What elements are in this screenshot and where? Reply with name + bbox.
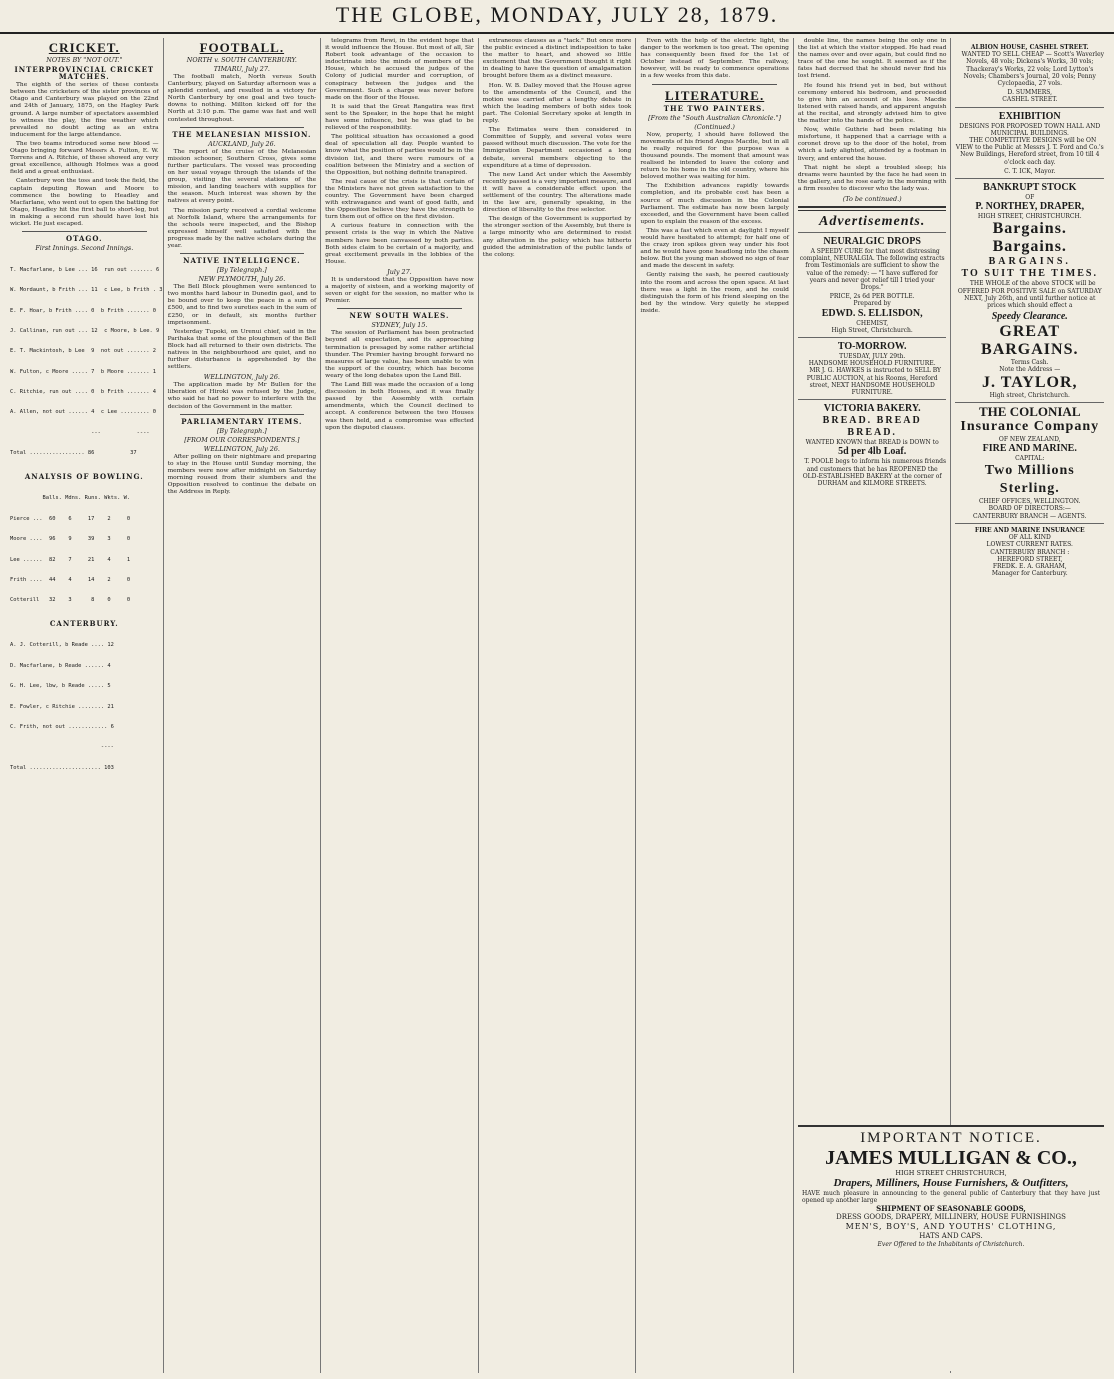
column-nsw-continued — [479, 38, 637, 1373]
insurance-capital: CAPITAL: — [1015, 455, 1045, 463]
mulligan-notice: IMPORTANT NOTICE. — [860, 1130, 1042, 1146]
continued-note: (Continued.) — [694, 122, 735, 131]
exhibition-title: EXHIBITION — [998, 110, 1061, 122]
fire-marine-ad — [955, 523, 1104, 577]
chemist-name: EDWD. S. ELLISDON, — [821, 307, 923, 319]
football-heading: FOOTBALL. — [199, 40, 285, 55]
insurance-sub: OF NEW ZEALAND, — [998, 435, 1061, 443]
telegraph-note: [By Telegraph.] — [216, 266, 267, 275]
native-para-3: The application made by Mr Bullen for the liberation of Hiroki was refused by the Judge, who said he had no power to interfere with the decision of the Government in the matter. — [167, 382, 317, 410]
score-line: Total ...................... 103 — [10, 764, 114, 771]
mulligan-trade: Drapers, Milliners, House Furnishers, & Outfitters, — [833, 1177, 1069, 1189]
score-line: W. Fulton, c Moore ..... 7 b Moore ....... 1 — [10, 368, 157, 375]
score-line: E. Fowler, c Ritchie ........ 21 — [10, 703, 114, 710]
exhibition-para: Even with the help of the electric light, the danger to the workmen is too great. The opening has consequently been fixed for the 1st of October instead of September. The railway, however, will be ready to commence operations in a few weeks from this date. — [640, 38, 789, 80]
bargains-banner: Bargains. Bargains. — [992, 220, 1067, 256]
albion-ad — [955, 41, 1104, 104]
suit-times: TO SUIT THE TIMES. — [961, 268, 1098, 280]
insurance-amount: Two Millions Sterling. — [984, 463, 1075, 497]
native-para-2: Yesterday Tupoki, on Urenui chief, said in the Parihaka that some of the ploughmen of the Bell Block had all returned to their own districts. The natives in the neighbourhood are quiet, and no further disturbance is apprehended by the settlers. — [167, 328, 317, 371]
story-source: [From the "South Australian Chronicle."] — [648, 113, 782, 122]
dateline: July 27. — [387, 267, 412, 276]
analysis-line: Frith .... 44 4 14 2 0 — [10, 576, 131, 583]
taylor-name: J. TAYLOR, — [982, 373, 1078, 391]
exhibition-sub: DESIGNS FOR PROPOSED TOWN HALL AND MUNICIPAL BUILDINGS. — [959, 122, 1101, 137]
advertisements-heading: Advertisements. — [818, 213, 926, 229]
nsw-para-3: extraneous clauses as a "tack." But once more the public evinced a distinct indisposition to take the matter to heart, and showed so little excitement that the Government thought it right in dealing to have the question of amalgamation brought before them as a distinct measure. — [482, 38, 632, 80]
cricket-para-1: The eighth of the series of these contests between the cricketers of the sister provinces of Otago and Canterbury was played on the 22nd and 24th of January, 1875, on the Hagley Park ground. A large number of spectators assembled to witness the play, the fine weather which prevailed no doubt acting as an extra inducement for the large attendance. — [10, 82, 159, 138]
fire-marine-sub: OF ALL KIND — [1008, 534, 1051, 542]
bankrupt-name: P. NORTHEY, DRAPER, — [975, 201, 1085, 213]
neuralgic-ad — [798, 232, 947, 334]
innings-subhead: First Innings. Second Innings. — [35, 244, 134, 253]
analysis-line: Pierce ... 60 6 17 2 0 — [10, 515, 131, 522]
neuralgic-title: NEURALGIC DROPS — [823, 235, 921, 247]
story-para-5: double line, the names being the only one in the list at which the visitor stopped. He had read the names over and over again, but could find no trace of the one he sought. It seemed as if the fates had decreed that he should never find his lost friend. — [797, 38, 947, 80]
parliament-heading: PARLIAMENTARY ITEMS. — [181, 416, 303, 426]
lowest-rates: LOWEST CURRENT RATES. — [986, 541, 1073, 549]
score-line: J. Callinan, run out ... 12 c Moore, b Lee. 9 — [10, 327, 160, 334]
score-line: C. Frith, not out ............ 6 — [10, 723, 114, 730]
manager-role: Manager for Canterbury. — [991, 570, 1068, 578]
bankrupt-ad — [955, 178, 1104, 399]
native-para-1: The Bell Block ploughmen were sentenced to two months hard labour in Dunedin gaol, and to be bound over to keep the peace in a sum of £500, and to find two sureties each in the sum of £250, or in default, six months further imprisonment. — [167, 284, 317, 326]
bakery-title: VICTORIA BAKERY. — [823, 403, 921, 415]
score-line: C. Ritchie, run out .... 0 b Frith ....... 4 — [10, 389, 157, 396]
neuralgic-price: PRICE, 2s 6d PER BOTTLE. — [829, 293, 915, 301]
score-line: D. Macfarlane, b Reade ...... 4 — [10, 662, 111, 669]
melanesian-heading: THE MELANESIAN MISSION. — [172, 129, 312, 139]
cricket-section: INTERPROVINCIAL CRICKET MATCHES. — [14, 65, 155, 82]
correspondent-note: [FROM OUR CORRESPONDENTS.] — [184, 435, 300, 444]
bankrupt-text: THE WHOLE of the above STOCK will be OFFERED FOR POSITIVE SALE on SATURDAY NEXT, July 26th, and until further notice at prices which should effect a — [957, 280, 1102, 310]
score-line: E. F. Hoar, b Frith .... 0 b Frith ....... 0 — [10, 307, 157, 314]
story-para-2: The Exhibition advances rapidly towards completion, and its probable cost has been a source of much discussion in the Colonial Parliament. The estimate has now been largely exceeded, and the Government have been called upon to explain the reason of the excess. — [640, 183, 789, 225]
nsw-para-4: Hon. W. B. Dalley moved that the House agree to the amendments of the Council, and the motion was carried after a lengthy debate in which the leading members of both sides took part. The Colonial Secretary spoke at length in reply. — [482, 82, 632, 125]
score-line: A. Allen, not out ...... 4 c Lee ......... 0 — [10, 409, 157, 416]
great-bargains: GREAT BARGAINS. — [981, 323, 1079, 359]
score-line: A. J. Cotterill, b Reade .... 12 — [10, 642, 114, 649]
score-line: G. H. Lee, lbw, b Reade ..... 5 — [10, 683, 111, 690]
albion-text: WANTED TO SELL CHEAP — Scott's Waverley Novels, 48 vols; Dickens's Works, 30 vols; Thackeray's Works, 22 vols; Lord Lytton's Novels; Chambers's Journal, 20 vols; Penny Cyclopaedia, 27 vols. — [961, 51, 1105, 88]
story-para-8: That night he slept a troubled sleep; his dreams were haunted by the face he had seen in the gallery, and he rose early in the morning with a firm resolve to discover who the lady was. — [797, 164, 947, 192]
bankrupt-title: BANKRUPT STOCK — [983, 182, 1077, 194]
nsw-para-6: The new Land Act under which the Assembly recently passed is a very important measure, and it will have a considerable effect upon the settlement of the country. The alterations made in the law are, generally speaking, in the direction of liberality to the free selector. — [482, 171, 632, 214]
divider — [180, 127, 305, 128]
nsw-heading: NEW SOUTH WALES. — [349, 311, 450, 321]
divider — [652, 84, 777, 85]
analysis-title: ANALYSIS OF BOWLING. — [24, 471, 144, 481]
insurance-board: BOARD OF DIRECTORS:— — [988, 505, 1071, 513]
divider — [22, 231, 147, 232]
canterbury-branch: CANTERBURY BRANCH : — [990, 548, 1070, 556]
analysis-line: Moore .... 96 9 39 3 0 — [10, 536, 131, 543]
chemist-address: High Street, Christchurch. — [831, 326, 913, 334]
bargains-caps: BARGAINS. — [988, 256, 1071, 268]
mulligan-ad — [798, 1125, 1104, 1371]
manager-name: FREDK. E. A. GRAHAM, — [992, 562, 1067, 570]
exhibition-text: THE COMPETITIVE DESIGNS will be ON VIEW to the Public at Messrs J. T. Ford and Co.'s New Buildings, Hereford street, from 10 till 4 o'clock each day. — [955, 137, 1104, 166]
albion-title: ALBION HOUSE, CASHEL STREET. — [970, 44, 1089, 51]
nsw-para-5: The Estimates were then considered in Committee of Supply, and several votes were passed without much discussion. The vote for the Immigration Department occasioned a long debate, several members objecting to the expenditure at a time of depression. — [482, 127, 632, 169]
bowling-analysis — [10, 482, 159, 618]
score-line: E. T. Mackintosh, b Lee 9 not out ....... 2 — [10, 348, 157, 355]
canterbury-scorecard — [10, 629, 159, 785]
insurance-branch: CANTERBURY BRANCH — AGENTS. — [973, 512, 1087, 520]
dateline: AUCKLAND, July 26. — [208, 139, 276, 148]
masthead — [0, 0, 1114, 34]
cricket-subhead: NOTES BY "NOT OUT." — [46, 56, 123, 64]
mulligan-address: HIGH STREET CHRISTCHURCH, — [895, 1169, 1007, 1177]
bakery-foot: T. POOLE begs to inform his numerous friends and customers that he has REOPENED the OLD-ESTABLISHED BAKERY at the corner of DURHAM and KILMORE STREETS. — [802, 458, 947, 488]
fire-marine-title: FIRE AND MARINE INSURANCE — [974, 526, 1085, 534]
mulligan-firm: JAMES MULLIGAN & CO., — [825, 1147, 1077, 1169]
score-line: Total ................. 86 37 — [10, 450, 137, 457]
nsw-para-2: The Land Bill was made the occasion of a long discussion in both Houses, and it was finally passed by the Assembly with certain amendments, which the Council declined to accept. A conference between the two Houses was then held, and a compromise was effected upon the disputed clauses. — [325, 382, 474, 431]
divider — [798, 206, 947, 211]
insurance-title-2: Insurance Company — [960, 418, 1100, 434]
mulligan-foot: Ever Offered to the Inhabitants of Christchurch. — [877, 1241, 1025, 1249]
divider — [180, 414, 305, 415]
story-para-7: Now, while Guthrie had been relating his misfortune, it happened that a carriage with a coronet drove up to the door of the hotel, from which a lady alighted, attended by a footman in livery, and entered the house. — [797, 127, 947, 162]
column-football — [164, 38, 322, 1373]
exhibition-sign: C. T. ICK, Mayor. — [1004, 167, 1056, 175]
chemist-role: CHEMIST, — [856, 319, 889, 327]
politics-para-6: It is understood that the Opposition have now a majority of sixteen, and a working majority of seven or eight for the session, no matter who is Premier. — [325, 276, 474, 305]
note-address: Note the Address — — [999, 366, 1061, 374]
politics-para-4: The real cause of the crisis is that certain of the Ministers have not given satisfaction to the country. The Government have been charged with extravagance and want of good faith, and the Opposition believe they have the strength to turn them out of office on the first division. — [325, 178, 474, 221]
albion-address: CASHEL STREET. — [1002, 96, 1058, 104]
insurance-title-1: THE COLONIAL — [979, 403, 1081, 419]
politics-para-2: It is said that the Great Rangatira was first sent to the Speaker, in the hope that he might have some influence, but he was glad to be relieved of the responsibility. — [325, 103, 474, 132]
politics-para-1: telegrams from Rewi, in the evident hope that it would influence the House. But most of all, Sir Robert took advantage of the occasion to indoctrinate into the minds of members of the House, which he accused the judges of the Colony of judicial murder and corruption, of conspiracy between the judges and the Government. Such a charge was never before made on the floor of the House. — [325, 38, 474, 101]
score-line: T. Macfarlane, b Lee ... 16 run out ....... 6 — [10, 266, 160, 273]
parliament-para: After polling on their nightmare and preparing to stay in the House until Sunday morning, the members were now after midnight on Saturday morning roused from their slumbers and the Opposition resolved to continue the debate on the Address in Reply. — [167, 453, 317, 496]
dateline: WELLINGTON, July 26. — [203, 373, 280, 382]
divider — [337, 308, 462, 309]
dateline: WELLINGTON, July 26. — [203, 444, 280, 453]
dateline: NEW PLYMOUTH, July 26. — [198, 275, 286, 284]
canterbury-title: CANTERBURY. — [49, 618, 119, 628]
analysis-line: Balls. Mdns. Runs. Wkts. W. — [10, 495, 131, 502]
cricket-heading: CRICKET. — [48, 40, 120, 55]
auction-title: TO-MORROW. — [837, 341, 907, 352]
score-line: --- ---- — [10, 429, 150, 436]
mulligan-hats: HATS AND CAPS. — [919, 1232, 983, 1241]
story-para-3: This was a fast which even at daylight I myself would have hesitated to attempt; for half one of the crazy iron spikes given way under his foot and he would have gone headlong into the chasm below. But the young man showed no sign of fear and made the descent in safety. — [640, 227, 789, 270]
column-literature — [636, 38, 794, 1373]
auction-date: TUESDAY, JULY 29th. — [839, 353, 906, 360]
nsw-para-7: The design of the Government is supported by the stronger section of the Assembly, but there is a large minority who are determined to resist any alteration in the policy which has hitherto guided the administration of the public lands of the colony. — [482, 216, 632, 258]
to-be-continued: (To be continued.) — [842, 194, 902, 203]
bankrupt-of: OF — [1025, 194, 1035, 202]
taylor-address: High street, Christchurch. — [989, 391, 1070, 399]
mulligan-shipment: SHIPMENT OF SEASONABLE GOODS, — [876, 1204, 1026, 1214]
score-line: ---- — [10, 744, 114, 751]
bakery-ad — [798, 399, 947, 487]
bakery-bread: BREAD. BREAD BREAD. — [822, 415, 922, 439]
branch-address: HEREFORD STREET, — [997, 555, 1063, 563]
football-subhead: NORTH v. SOUTH CANTERBURY. — [186, 56, 297, 64]
speedy-clearance: Speedy Clearance. — [991, 311, 1068, 323]
terms-cash: Terms Cash. — [1010, 359, 1049, 367]
analysis-line: Cotterill 32 3 8 0 0 — [10, 597, 131, 604]
column-politics — [321, 38, 479, 1373]
nsw-para-1: The session of Parliament has been protracted beyond all expectation, and its approaching termination is presaged by some rather artificial thunder. The Premier having brought forward no measures of large value, has been unable to win the support of the country, which has become weary of the long debates upon the Land Bill. — [325, 330, 474, 379]
auction-line: HANDSOME HOUSEHOLD FURNITURE. — [808, 360, 936, 368]
story-title: THE TWO PAINTERS. — [663, 103, 766, 113]
dateline: TIMARU, July 27. — [213, 65, 270, 73]
mulligan-goods: DRESS GOODS, DRAPERY, MILLINERY, HOUSE FURNISHINGS — [836, 1213, 1066, 1222]
bakery-text: WANTED KNOWN that BREAD is DOWN to — [805, 439, 939, 447]
auction-text: MR J. G. HAWKES is instructed to SELL BY PUBLIC AUCTION, at his Rooms, Hereford street, NEXT HANDSOME HOUSEHOLD FURNITURE. — [806, 367, 941, 397]
score-line: W. Mordaunt, b Frith ... 11 c Lee, b Frith . 3 — [10, 287, 163, 294]
football-para: The football match, North versus South Canterbury, played on Saturday afternoon was a splendid contest, and resulted in a victory for North Canterbury by one goal and two touch-downs to nothing. Millton kicked off for the North at 3:10 p.m. The game was fast and well contested throughout. — [167, 74, 317, 123]
story-para-4: Gently raising the sash, he peered cautiously into the room and across the open space. At last there was a light in the room, and he could distinguish the form of his friend sleeping on the bed by the window. Very quietly he stepped inside. — [640, 272, 789, 314]
mulligan-clothing: MEN'S, BOY'S, AND YOUTHS' CLOTHING, — [845, 1222, 1057, 1232]
politics-para-5: A curious feature in connection with the present crisis is the way in which the Native members have been canvassed by both parties. Both sides claim to be certain of a majority, and great excitement prevails in the lobbies of the House. — [325, 223, 474, 265]
bankrupt-address: HIGH STREET, CHRISTCHURCH. — [977, 213, 1082, 221]
analysis-line: Lee ...... 82 7 21 4 1 — [10, 556, 131, 563]
column-cricket — [6, 38, 164, 1373]
divider — [180, 253, 305, 254]
cricket-para-2: The two teams introduced some new blood — Otago bringing forward Messrs A. Fulton, E. W. Torrens and A. Ritchie, of these showed any very great excellence, although Holmes was a good field and a great enthusiast. — [10, 140, 159, 176]
albion-name: D. SUMMERS, — [1007, 89, 1053, 97]
story-para-1: Now, property, I should have followed the movements of his friend Angus Macdie, but in all he really required for the purpose was a thousand pounds. The moment that amount was realised he intended to leave the colony and return to his home in the old country, where his beloved mother was waiting for him. — [640, 131, 789, 181]
cricket-para-3: Canterbury won the toss and took the field, the captain deputing Rowan and Moore to commence the bowling to Headley and Macfarlane, who went out to open the batting for Otago, Headley hit the first ball to short-leg, but in making a second run should have lost his wicket. He just escaped. — [10, 178, 159, 227]
masthead-title: THE GLOBE, MONDAY, JULY 28, 1879. — [335, 2, 779, 27]
telegraph-note: [By Telegraph.] — [216, 426, 267, 435]
auction-ad — [798, 337, 947, 396]
melanesian-para-2: The mission party received a cordial welcome at Norfolk Island, where the arrangements for the schools were inspected, and the Bishop expressed himself well satisfied with the progress made by the native scholars during the year. — [167, 207, 317, 249]
neuralgic-prepared: Prepared by — [853, 300, 891, 308]
insurance-fire: FIRE AND MARINE. — [982, 443, 1077, 455]
otago-scorecard — [10, 253, 163, 471]
dateline: SYDNEY, July 15. — [371, 321, 428, 330]
exhibition-ad — [955, 107, 1104, 175]
melanesian-para-1: The report of the cruise of the Melanesian mission schooner, Southern Cross, gives some further particulars. The vessel was proceeding on her usual voyage through the islands of the group, visiting the several stations of the mission, and landing teachers with supplies for the season. Much interest was shown by the natives at every point. — [167, 148, 317, 205]
insurance-office: CHIEF OFFICES, WELLINGTON. — [978, 498, 1081, 506]
bakery-price: 5d per 4lb Loaf. — [838, 446, 907, 458]
neuralgic-text: A SPEEDY CURE for that most distressing complaint, NEURALGIA. The following extracts from Testimonials are sufficient to show the value of the remedy: — "I have suffered for years and never got relief till I tried your Drops." — [799, 247, 945, 291]
otago-title: OTAGO. — [66, 234, 103, 244]
story-para-6: He found his friend yet in bed, but without ceremony entered his bedroom, and proceeded to give him an account of his loss. Macdie listened with raised hands, and apparent anguish at the recital, and strongly advised him to give the matter into the hands of the police. — [797, 82, 947, 125]
mulligan-text: HAVE much pleasure in announcing to the general public of Canterbury that they have just opened up another large — [802, 1190, 1100, 1205]
politics-para-3: The political situation has occasioned a good deal of speculation all day. People wanted to know what the position of parties would be in the division list, and there were rumours of a coalition between the Ministry and a section of the Opposition, but nothing definite transpired. — [325, 134, 474, 176]
literature-heading: LITERATURE. — [664, 87, 765, 103]
insurance-ad — [955, 402, 1104, 520]
native-heading: NATIVE INTELLIGENCE. — [183, 256, 301, 266]
